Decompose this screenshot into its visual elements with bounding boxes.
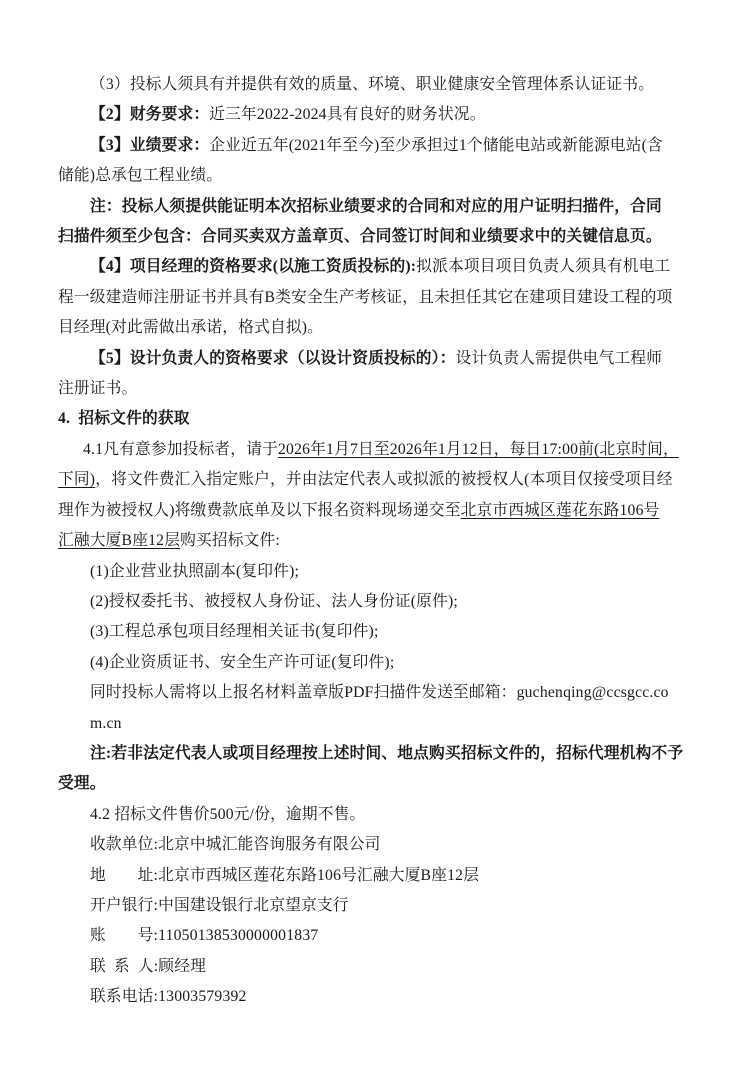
text-line (58, 891, 693, 921)
text-line (58, 648, 693, 678)
text-line (58, 192, 693, 222)
text-line (58, 283, 693, 313)
text-line (58, 465, 693, 495)
underlined-text: 2026年1月7日至2026年1月12日，每日17:00前(北京时间， (277, 440, 679, 458)
text-segment: 企业近五年(2021年至今)至少承担过1个储能电站或新能源电站(含 (209, 136, 663, 154)
text-line (58, 769, 693, 799)
text-line (58, 617, 693, 647)
text-line (58, 131, 693, 161)
text-segment: (4)企业资质证书、安全生产许可证(复印件); (90, 653, 395, 671)
text-line (58, 587, 693, 617)
text-segment: 联 系 人:顾经理 (90, 957, 206, 975)
text-line (58, 313, 693, 343)
text-segment: 【5】设计负责人的资格要求（以设计资质投标的）： (90, 349, 456, 367)
text-segment: (2)授权委托书、被授权人身份证、法人身份证(原件); (90, 592, 458, 610)
text-segment: m.cn (90, 714, 122, 732)
text-line (58, 921, 693, 951)
text-line (58, 404, 693, 434)
text-segment: 理作为被授权人)将缴费款底单及以下报名资料现场递交至 (58, 501, 461, 519)
text-segment: 4.2 招标文件售价500元/份，逾期不售。 (90, 805, 366, 823)
text-line (58, 161, 693, 191)
text-segment: 地 址:北京市西城区莲花东路106号汇融大厦B座12层 (90, 866, 480, 884)
text-line (58, 496, 693, 526)
text-line (58, 557, 693, 587)
text-segment: 扫描件须至少包含：合同买卖双方盖章页、合同签订时间和业绩要求中的关键信息页。 (58, 228, 662, 246)
text-segment: ，将文件费汇入指定账户，并由法定代表人或拟派的被授权人(本项目仅接受项目经 (95, 471, 673, 489)
text-segment: 设计负责人需提供电气工程师 (455, 349, 663, 367)
text-segment: 账 号:11050138530000001837 (90, 927, 319, 945)
text-segment: 购买招标文件: (180, 532, 280, 550)
text-line (58, 800, 693, 830)
text-segment: (1)企业营业执照副本(复印件); (90, 562, 300, 580)
text-line (58, 830, 693, 860)
text-segment: 4. 招标文件的获取 (58, 410, 190, 428)
text-line (58, 374, 693, 404)
text-segment: 收款单位:北京中城汇能咨询服务有限公司 (90, 836, 381, 854)
text-line (58, 739, 693, 769)
text-line (58, 252, 693, 282)
text-line (58, 982, 693, 1012)
text-line (58, 861, 693, 891)
text-segment: 注：投标人须提供能证明本次招标业绩要求的合同和对应的用户证明扫描件，合同 (90, 197, 662, 215)
text-segment: 4.1凡有意参加投标者，请于 (83, 440, 278, 458)
text-segment: 【4】项目经理的资格要求(以施工资质投标的): (90, 258, 417, 276)
text-line (58, 70, 693, 100)
text-line (58, 222, 693, 252)
text-line (58, 678, 693, 708)
text-segment: 拟派本项目项目负责人须具有机电工 (416, 258, 671, 276)
text-segment: （3）投标人须具有并提供有效的质量、环境、职业健康安全管理体系认证证书。 (90, 76, 655, 93)
text-line (58, 344, 693, 374)
text-segment: 【2】财务要求： (90, 106, 210, 124)
text-segment: (3)工程总承包项目经理相关证书(复印件); (90, 623, 379, 641)
text-segment: 联系电话:13003579392 (90, 988, 247, 1006)
text-line (58, 435, 693, 465)
document-body (58, 70, 693, 1013)
text-segment: 开户银行:中国建设银行北京望京支行 (90, 896, 349, 914)
underlined-text: 北京市西城区莲花东路106号 (460, 501, 660, 519)
text-line (58, 100, 693, 130)
text-segment: 近三年2022-2024具有良好的财务状况。 (209, 106, 486, 124)
underlined-text: 下同) (58, 471, 96, 489)
text-line (58, 709, 693, 739)
text-segment: 同时投标人需将以上报名材料盖章版PDF扫描件发送至邮箱：guchenqing@ccsgcc.co (90, 684, 669, 702)
text-segment: 储能)总承包工程业绩。 (58, 167, 223, 185)
text-segment: 注:若非法定代表人或项目经理按上述时间、地点购买招标文件的，招标代理机构不予 (90, 744, 684, 762)
text-segment: 程一级建造师注册证书并具有B类安全生产考核证，且未担任其它在建项目建设工程的项 (58, 288, 673, 306)
text-segment: 受理。 (58, 775, 106, 793)
text-line (58, 952, 693, 982)
underlined-text: 汇融大厦B座12层 (58, 532, 181, 550)
text-segment: 【3】业绩要求： (90, 136, 210, 154)
text-segment: 注册证书。 (58, 380, 138, 398)
text-segment: 目经理(对此需做出承诺，格式自拟)。 (58, 319, 324, 337)
text-line (58, 526, 693, 556)
